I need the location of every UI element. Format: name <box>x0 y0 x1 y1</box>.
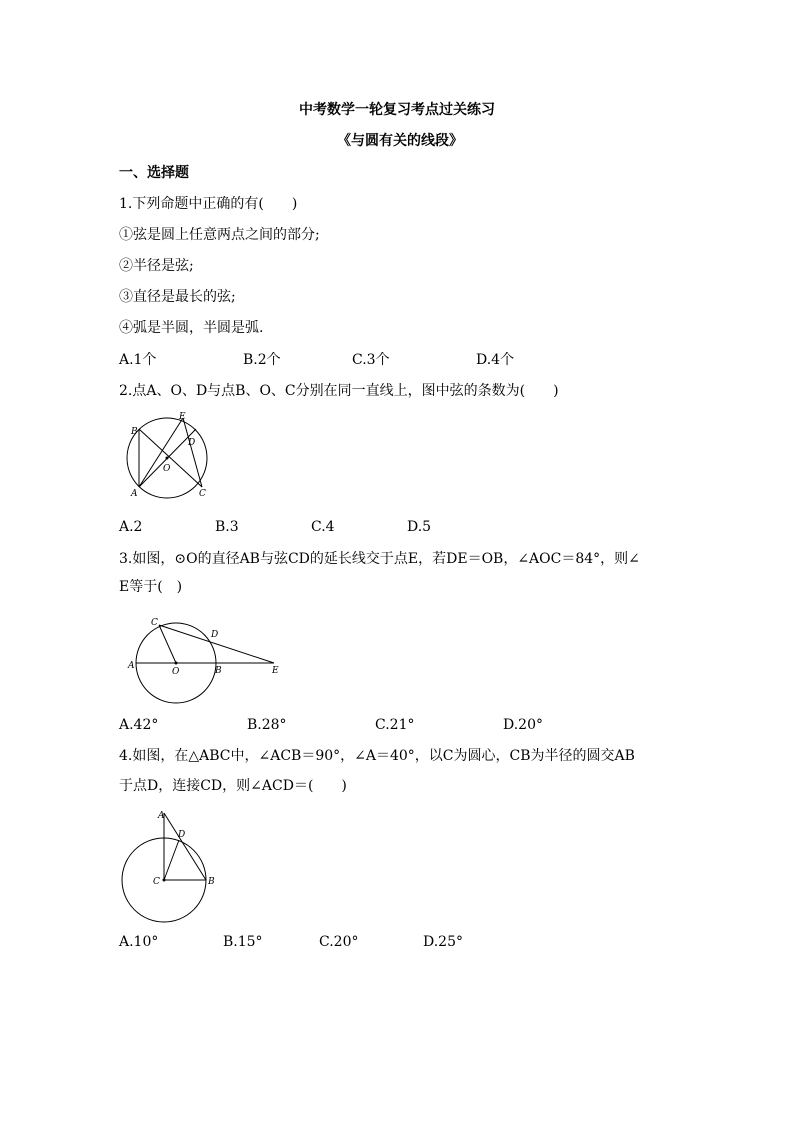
label-a: A <box>128 661 135 671</box>
option-d: D.4个 <box>476 352 515 368</box>
question-4-figure <box>118 805 228 925</box>
option-d: D.20° <box>503 717 543 733</box>
question-2-stem: 2.点A、O、D与点B、O、C分别在同一直线上，图中弦的条数为( ) <box>119 383 559 399</box>
question-3-figure <box>124 612 284 707</box>
label-e: E <box>179 412 186 422</box>
label-d: D <box>211 630 219 640</box>
label-b: B <box>131 427 138 437</box>
option-a: A.42° <box>119 717 159 733</box>
document-title: 中考数学一轮复习考点过关练习 <box>299 102 495 118</box>
question-1-stem: 1.下列命题中正确的有( ) <box>119 196 298 212</box>
option-a: A.10° <box>119 934 159 950</box>
label-o: O <box>163 464 171 474</box>
label-b: B <box>215 666 222 676</box>
label-b: B <box>208 877 215 887</box>
question-3-stem-line-2: E等于( ) <box>119 579 183 595</box>
option-a: A.2 <box>119 519 143 535</box>
option-d: D.25° <box>423 934 463 950</box>
option-b: B.3 <box>215 519 239 535</box>
question-1-item: ②半径是弦; <box>119 258 194 274</box>
option-a: A.1个 <box>119 352 157 368</box>
label-c: C <box>151 618 158 628</box>
label-a: A <box>131 489 138 499</box>
question-2-figure <box>124 410 224 505</box>
option-c: C.4 <box>311 519 335 535</box>
label-d: D <box>178 830 186 840</box>
question-1-item: ①弦是圆上任意两点之间的部分; <box>119 227 320 243</box>
label-o: O <box>172 667 180 677</box>
document-subtitle: 《与圆有关的线段》 <box>337 133 463 149</box>
label-e: E <box>272 666 279 676</box>
question-4-stem-line-2: 于点D，连接CD，则∠ACD＝( ) <box>119 778 347 794</box>
option-b: B.15° <box>223 934 263 950</box>
label-a: A <box>158 811 165 821</box>
question-4-stem-line-1: 4.如图，在△ABC中，∠ACB＝90°，∠A＝40°，以C为圆心，CB为半径的圆交AB <box>119 748 635 764</box>
option-d: D.5 <box>407 519 432 535</box>
label-c: C <box>199 489 206 499</box>
question-1-item: ③直径是最长的弦; <box>119 289 236 305</box>
label-d: D <box>188 438 196 448</box>
label-c: C <box>153 877 160 887</box>
option-b: B.28° <box>247 717 287 733</box>
option-b: B.2个 <box>243 352 281 368</box>
question-3-stem-line-1: 3.如图，⊙O的直径AB与弦CD的延长线交于点E，若DE＝OB，∠AOC＝84°，则∠ <box>119 551 640 567</box>
section-heading: 一、选择题 <box>119 165 189 181</box>
option-c: C.3个 <box>352 352 390 368</box>
question-1-item: ④弧是半圆，半圆是弧. <box>119 320 264 336</box>
option-c: C.20° <box>319 934 359 950</box>
option-c: C.21° <box>375 717 415 733</box>
